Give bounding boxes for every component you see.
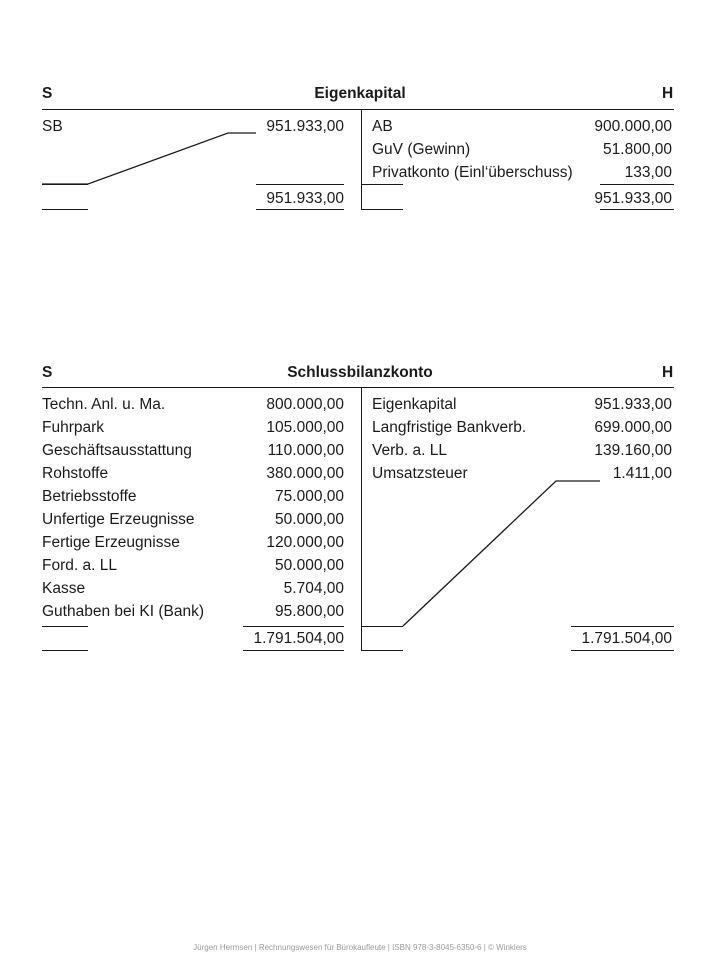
- soll-entry-label: Fuhrpark: [42, 419, 105, 436]
- soll-entry-label: Ford. a. LL: [42, 557, 117, 574]
- soll-entry-label: Betriebsstoffe: [42, 488, 137, 505]
- haben-entry-label: GuV (Gewinn): [372, 141, 471, 158]
- soll-total: 951.933,00: [266, 190, 344, 207]
- soll-entry-amount: 50.000,00: [275, 557, 344, 574]
- haben-entry-amount: 951.933,00: [594, 396, 672, 413]
- haben-entry-amount: 699.000,00: [594, 419, 672, 436]
- soll-entry-label: Guthaben bei KI (Bank): [42, 603, 204, 620]
- haben-entry-label: Umsatzsteuer: [372, 465, 468, 482]
- haben-entry-amount: 900.000,00: [594, 118, 672, 135]
- haben-entry-amount: 139.160,00: [594, 442, 672, 459]
- haben-entry-label: AB: [372, 118, 393, 135]
- haben-entry-amount: 133,00: [624, 164, 672, 181]
- haben-total: 1.791.504,00: [581, 630, 672, 647]
- soll-entry-label: Rohstoffe: [42, 465, 109, 482]
- soll-label: S: [42, 364, 53, 381]
- soll-label: S: [42, 85, 53, 102]
- soll-entry-label: Kasse: [42, 580, 86, 597]
- soll-entry-amount: 75.000,00: [275, 488, 344, 505]
- soll-entry-label: Geschäftsausstattung: [42, 442, 192, 459]
- haben-label: H: [662, 364, 674, 381]
- account-title: Schlussbilanzkonto: [287, 364, 433, 381]
- haben-entry-label: Privatkonto (Einl‘überschuss): [372, 164, 573, 181]
- footer-text: Jürgen Hermsen | Rechnungswesen für Bürokaufleute | ISBN 978-3-8045-6350-6 | © Winklers: [193, 943, 527, 952]
- soll-entry-amount: 5.704,00: [283, 580, 344, 597]
- soll-total: 1.791.504,00: [253, 630, 344, 647]
- soll-entry-label: Techn. Anl. u. Ma.: [42, 396, 166, 413]
- soll-entry-amount: 380.000,00: [266, 465, 344, 482]
- soll-entry-amount: 95.800,00: [275, 603, 344, 620]
- haben-entry-label: Langfristige Bankverb.: [372, 419, 527, 436]
- haben-entry-amount: 51.800,00: [603, 141, 672, 158]
- haben-total: 951.933,00: [594, 190, 672, 207]
- soll-entry-amount: 120.000,00: [266, 534, 344, 551]
- soll-entry-amount: 110.000,00: [267, 442, 344, 459]
- haben-entry-label: Eigenkapital: [372, 396, 457, 413]
- account-title: Eigenkapital: [314, 85, 406, 102]
- soll-entry-label: Unfertige Erzeugnisse: [42, 511, 195, 528]
- haben-label: H: [662, 85, 674, 102]
- soll-entry-amount: 105.000,00: [266, 419, 344, 436]
- soll-entry-amount: 50.000,00: [275, 511, 344, 528]
- soll-entry-label: SB: [42, 118, 63, 135]
- soll-entry-amount: 800.000,00: [266, 396, 344, 413]
- soll-entry-amount: 951.933,00: [266, 118, 344, 135]
- haben-entry-amount: 1.411,00: [612, 465, 672, 482]
- soll-entry-label: Fertige Erzeugnisse: [42, 534, 180, 551]
- haben-entry-label: Verb. a. LL: [372, 442, 447, 459]
